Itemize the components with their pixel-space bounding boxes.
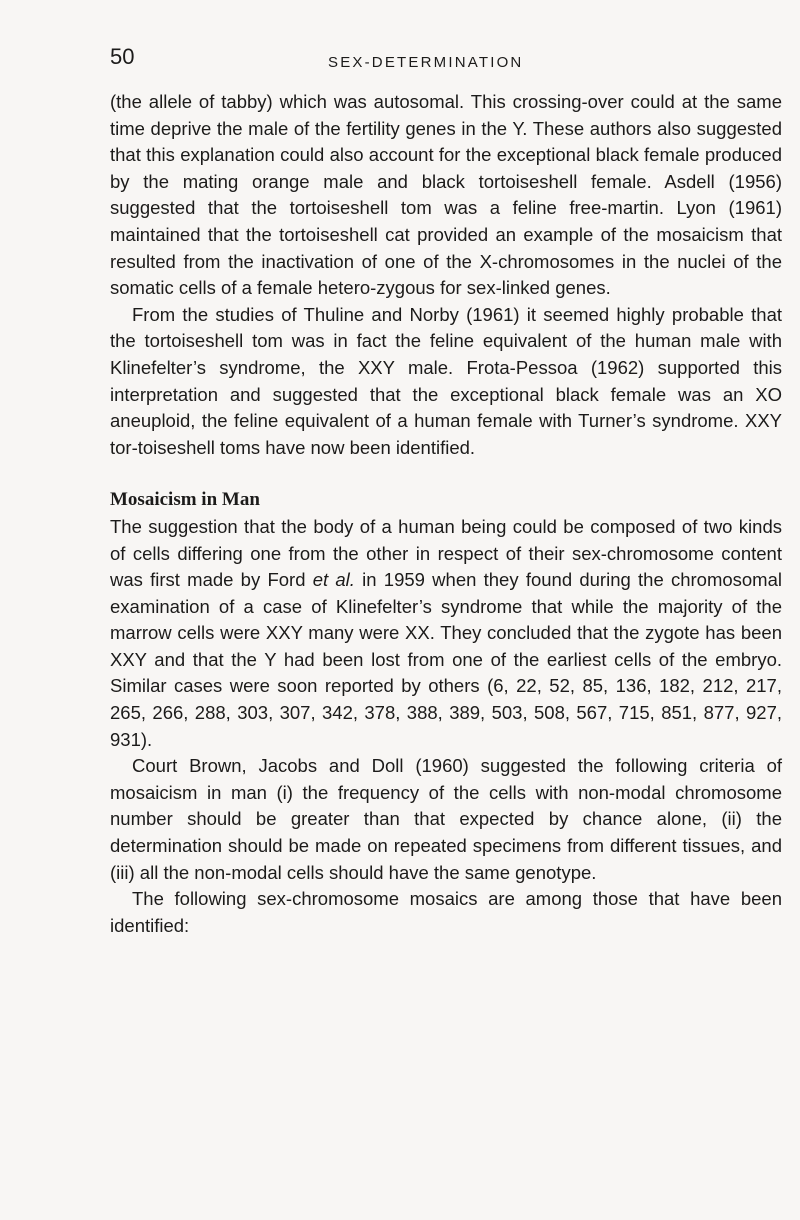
page-number: 50	[110, 44, 135, 69]
section-heading: Mosaicism in Man	[110, 489, 260, 511]
paragraph-mosaicism-suggestion	[110, 514, 782, 753]
paragraph-klinefelter-equivalent: From the studies of Thuline and Norby (1961) it seemed highly probable that the tortoiseshell tom was in fact the feline equivalent of the human male with Klinefelter’s syndrome, the XXY male. Frota-Pessoa (1962) supported this interpretation and suggested that the exceptional black female was an XO aneuploid, the feline equivalent of a human female with Turner’s syndrome. XXY tor-toiseshell toms have now been identified.	[110, 303, 782, 458]
paragraph-text-part: The suggestion that the body of a human being could be composed of two kinds of cells differing one from the other in respect of their sex-chromosome content was first made by Ford	[110, 515, 782, 591]
page-header	[110, 44, 790, 78]
paragraph-mosaics-intro: The following sex-chromosome mosaics are among those that have been identified:	[110, 888, 782, 936]
body-text	[110, 89, 782, 939]
paragraph-text-part: in 1959 when they found during the chromosomal examination of a case of Klinefelter’s syndrome that while the majority of the marrow cells were XXY many were XX. They concluded that the zygote has been XXY and that the Y had been lost from one of the earliest cells of the embryo. Similar cases were soon reported by others (6, 22, 52, 85, 136, 182, 212, 217, 265, 266, 288, 303, 307, 342, 378, 388, 389, 503, 508, 567, 715, 851, 877, 927, 931).	[110, 569, 782, 750]
citation-et-al: et al.	[312, 569, 355, 591]
paragraph-mosaicism-criteria: Court Brown, Jacobs and Doll (1960) suggested the following criteria of mosaicism in man (i) the frequency of the cells with non-modal chromosome number should be greater than that expected by chance alone, (ii) the determination should be made on repeated specimens from different tissues, and (iii) all the non-modal cells should have the same genotype.	[110, 755, 782, 883]
paragraph-tortoiseshell-explanations: (the allele of tabby) which was autosomal. This crossing-over could at the same time deprive the male of the fertility genes in the Y. These authors also suggested that this explanation could also account for the exceptional black female produced by the mating orange male and black tortoiseshell female. Asdell (1956) suggested that the tortoiseshell tom was a feline free-martin. Lyon (1961) maintained that the tortoiseshell cat provided an example of the mosaicism that resulted from the inactivation of one of the X-chromosomes in the nuclei of the somatic cells of a female hetero-zygous for sex-linked genes.	[110, 91, 782, 299]
running-head: SEX-DETERMINATION	[328, 54, 524, 71]
